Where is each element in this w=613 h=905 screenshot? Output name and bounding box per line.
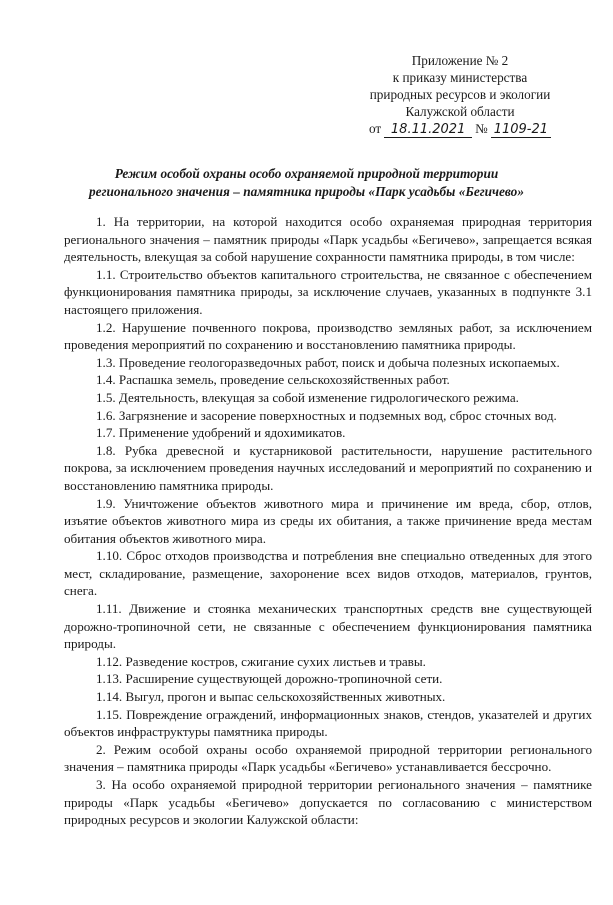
from-label: от (368, 121, 382, 136)
appendix-header (360, 52, 560, 138)
paragraph-1: 1. На территории, на которой находится особо охраняемая природная территория регионального значения – памятник природы «Парк усадьбы «Бегичево», запрещается всякая деятельность, влекущая за собой нарушение сохранности памятника природы, в том числе: (64, 214, 592, 265)
appendix-line-3: природных ресурсов и экологии (369, 87, 551, 102)
title-line-2: регионального значения – памятника природы «Парк усадьбы «Бегичево» (89, 184, 524, 199)
appendix-line-2: к приказу министерства (392, 70, 528, 85)
title-line-1: Режим особой охраны особо охраняемой природной территории (114, 166, 499, 181)
paragraph-1-9: 1.9. Уничтожение объектов животного мира и причинение им вреда, сбор, отлов, изъятие объектов животного мира из среды их обитания, а также причинение вреда местам обитания объектов животного мира. (64, 495, 592, 546)
appendix-line-1: Приложение № 2 (411, 53, 509, 68)
paragraph-2: 2. Режим особой охраны особо охраняемой природной территории регионального значения – памятника природы «Парк усадьбы «Бегичево» устанавливается бессрочно. (64, 741, 592, 775)
order-date-number-line (360, 120, 560, 138)
number-label: № (475, 121, 488, 136)
paragraph-1-6: 1.6. Загрязнение и засорение поверхностных и подземных вод, сброс сточных вод. (96, 407, 557, 423)
paragraph-1-2: 1.2. Нарушение почвенного покрова, производство земляных работ, за исключением проведения мероприятий по сохранению и восстановлению памятника природы. (64, 319, 592, 353)
paragraph-1-13: 1.13. Расширение существующей дорожно-тропиночной сети. (96, 671, 443, 687)
paragraph-1-1: 1.1. Строительство объектов капитального строительства, не связанное с обеспечением функционирования памятника природы, за исключение случаев, указанных в подпункте 3.1 настоящего приложения. (64, 266, 592, 317)
paragraph-1-4: 1.4. Распашка земель, проведение сельскохозяйственных работ. (96, 372, 450, 388)
handwritten-date: 18.11.2021 (384, 123, 472, 138)
paragraph-3: 3. На особо охраняемой природной территории регионального значения – памятнике природы «Парк усадьбы «Бегичево» допускается по согласованию с министерством природных ресурсов и экологии Калужской области: (64, 777, 592, 828)
paragraph-1-5: 1.5. Деятельность, влекущая за собой изменение гидрологического режима. (96, 389, 519, 405)
document-body (64, 213, 592, 829)
paragraph-1-7: 1.7. Применение удобрений и ядохимикатов. (96, 425, 346, 441)
paragraph-1-11: 1.11. Движение и стоянка механических транспортных средств вне существующей дорожно-тропиночной сети, не связанные с обеспечением функционирования памятника природы. (64, 601, 592, 652)
paragraph-1-12: 1.12. Разведение костров, сжигание сухих листьев и травы. (96, 653, 426, 669)
paragraph-1-10: 1.10. Сброс отходов производства и потребления вне специально отведенных для этого мест, складирование, размещение, захоронение всех видов отходов, материалов, грунтов, снега. (64, 548, 592, 599)
appendix-line-4: Калужской области (405, 104, 515, 119)
paragraph-1-8: 1.8. Рубка древесной и кустарниковой растительности, нарушение растительного покрова, за исключением проведения научных исследований и мероприятий по сохранению и восстановлению памятника природы. (64, 442, 592, 493)
paragraph-1-3: 1.3. Проведение геологоразведочных работ, поиск и добыча полезных ископаемых. (96, 354, 560, 370)
handwritten-order-number: 1109-21 (491, 123, 551, 138)
paragraph-1-14: 1.14. Выгул, прогон и выпас сельскохозяйственных животных. (96, 689, 446, 705)
document-title (40, 165, 573, 201)
paragraph-1-15: 1.15. Повреждение ограждений, информационных знаков, стендов, указателей и других объектов инфраструктуры памятника природы. (64, 706, 592, 740)
